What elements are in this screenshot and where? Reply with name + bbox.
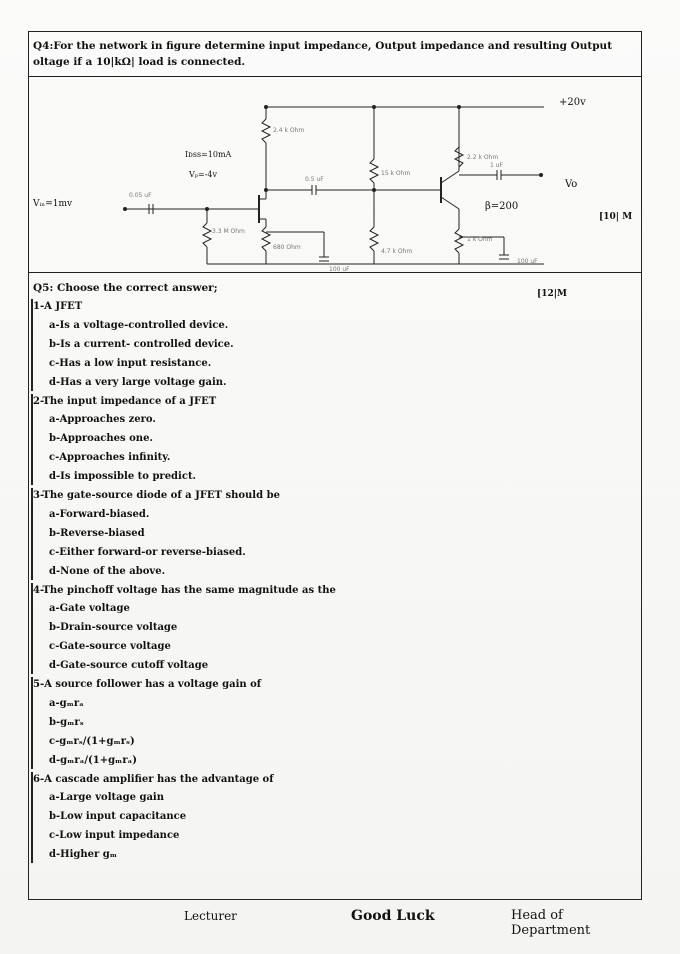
question-5-option-d[interactable]: d-gₘrₐ/(1+gₘrₐ) xyxy=(49,754,138,766)
question-3-text: 3-The gate-source diode of a JFET should be xyxy=(33,490,280,501)
question-2-option-d[interactable]: d-Is impossible to predict. xyxy=(49,471,197,483)
footer-lecturer: Lecturer xyxy=(184,909,237,923)
footer-head-of-department: Head of Department xyxy=(511,908,591,938)
question-2-margin-bar xyxy=(31,394,33,486)
question-6-margin-bar xyxy=(31,772,33,864)
question-4-option-c[interactable]: c-Gate-source voltage xyxy=(49,641,171,653)
question-3-option-b[interactable]: b-Reverse-biased xyxy=(49,527,145,539)
question-3-option-c[interactable]: c-Either forward-or reverse-biased. xyxy=(49,546,246,558)
resistor-r1 xyxy=(370,159,378,183)
q4-question-box xyxy=(29,32,641,77)
cin-label: 0.05 uF xyxy=(129,192,152,199)
question-6-text: 6-A cascade amplifier has the advantage of xyxy=(33,773,274,785)
footer-good-luck: Good Luck xyxy=(351,908,435,924)
resistor-rs xyxy=(262,227,270,251)
beta-label: β=200 xyxy=(485,201,519,212)
question-1-text: 1-A JFET xyxy=(33,301,83,312)
question-2-text: 2-The input impedance of a JFET xyxy=(33,395,217,407)
input-terminal xyxy=(123,207,127,211)
section-divider xyxy=(29,272,641,273)
question-1-option-b[interactable]: b-Is a current- controlled device. xyxy=(49,338,234,350)
q4-text xyxy=(33,38,633,70)
question-6-option-d[interactable]: d-Higher gₘ xyxy=(49,849,118,861)
question-4-option-a[interactable]: a-Gate voltage xyxy=(49,603,130,615)
question-3-margin-bar xyxy=(31,488,33,580)
r2-label: 4.7 k Ohm xyxy=(381,248,413,255)
q4-line-2: oltage if a 10|kΩ| load is connected. xyxy=(33,56,246,68)
question-6-option-b[interactable]: b-Low input capacitance xyxy=(49,811,187,823)
q5-heading: Q5: Choose the correct answer; xyxy=(33,282,218,294)
re-label: 1 k Ohm xyxy=(467,236,493,243)
question-3-option-d[interactable]: d-None of the above. xyxy=(49,565,166,577)
question-6-option-a[interactable]: a-Large voltage gain xyxy=(49,792,164,804)
vin-label: Vᵢₙ=1mv xyxy=(33,199,73,209)
q4-line-1: Q4:For the network in figure determine input impedance, Output impedance and resulting Output xyxy=(33,40,613,52)
rg-label: 3.3 M Ohm xyxy=(212,228,245,235)
cout-label: 1 uF xyxy=(490,162,503,169)
r1-label: 15 k Ohm xyxy=(381,170,411,177)
question-5-option-a[interactable]: a-gₘrₐ xyxy=(49,697,84,709)
question-4-text: 4-The pinchoff voltage has the same magnitude as the xyxy=(33,584,336,596)
question-1-option-a[interactable]: a-Is a voltage-controlled device. xyxy=(49,319,229,331)
idss-label: Iᴅss=10mA xyxy=(185,150,232,159)
question-1-option-d[interactable]: d-Has a very large voltage gain. xyxy=(49,376,227,388)
q4-marks: [10| M xyxy=(599,212,633,222)
question-4-option-d[interactable]: d-Gate-source cutoff voltage xyxy=(49,660,209,672)
cc-label: 0.5 uF xyxy=(305,176,324,183)
vdd-label: +20v xyxy=(559,97,586,108)
vo-label: Vo xyxy=(565,179,578,190)
rd-label: 2.4 k Ohm xyxy=(273,127,305,134)
resistor-rg xyxy=(203,223,211,247)
ce-label: 100 uF xyxy=(517,258,538,265)
exam-frame xyxy=(28,31,642,938)
question-2-option-c[interactable]: c-Approaches infinity. xyxy=(49,452,171,464)
question-5-option-c[interactable]: c-gₘrₛ/(1+gₘrₛ) xyxy=(49,735,135,747)
question-4-margin-bar xyxy=(31,583,33,675)
question-5-margin-bar xyxy=(31,677,33,769)
output-terminal xyxy=(539,173,543,177)
circuit-diagram xyxy=(29,77,641,272)
rc-label: 2.2 k Ohm xyxy=(467,154,499,161)
question-4-option-b[interactable]: b-Drain-source voltage xyxy=(49,622,178,634)
q5-marks: [12|M xyxy=(537,289,568,299)
question-5-option-b[interactable]: b-gₘrₛ xyxy=(49,716,84,728)
resistor-re xyxy=(455,229,463,253)
cs-label: 100 uF xyxy=(329,266,350,272)
resistor-rd xyxy=(262,119,270,143)
question-3-option-a[interactable]: a-Forward-biased. xyxy=(49,508,150,520)
question-5-text: 5-A source follower has a voltage gain of xyxy=(33,679,262,690)
question-2-option-a[interactable]: a-Approaches zero. xyxy=(49,414,156,426)
question-1-margin-bar xyxy=(31,299,33,391)
question-1-option-c[interactable]: c-Has a low input resistance. xyxy=(49,357,212,369)
rs-label: 680 Ohm xyxy=(273,244,301,251)
resistor-r2 xyxy=(370,227,378,251)
vp-label: Vₚ=-4v xyxy=(189,170,217,179)
question-6-option-c[interactable]: c-Low input impedance xyxy=(49,830,180,842)
question-2-option-b[interactable]: b-Approaches one. xyxy=(49,433,153,445)
